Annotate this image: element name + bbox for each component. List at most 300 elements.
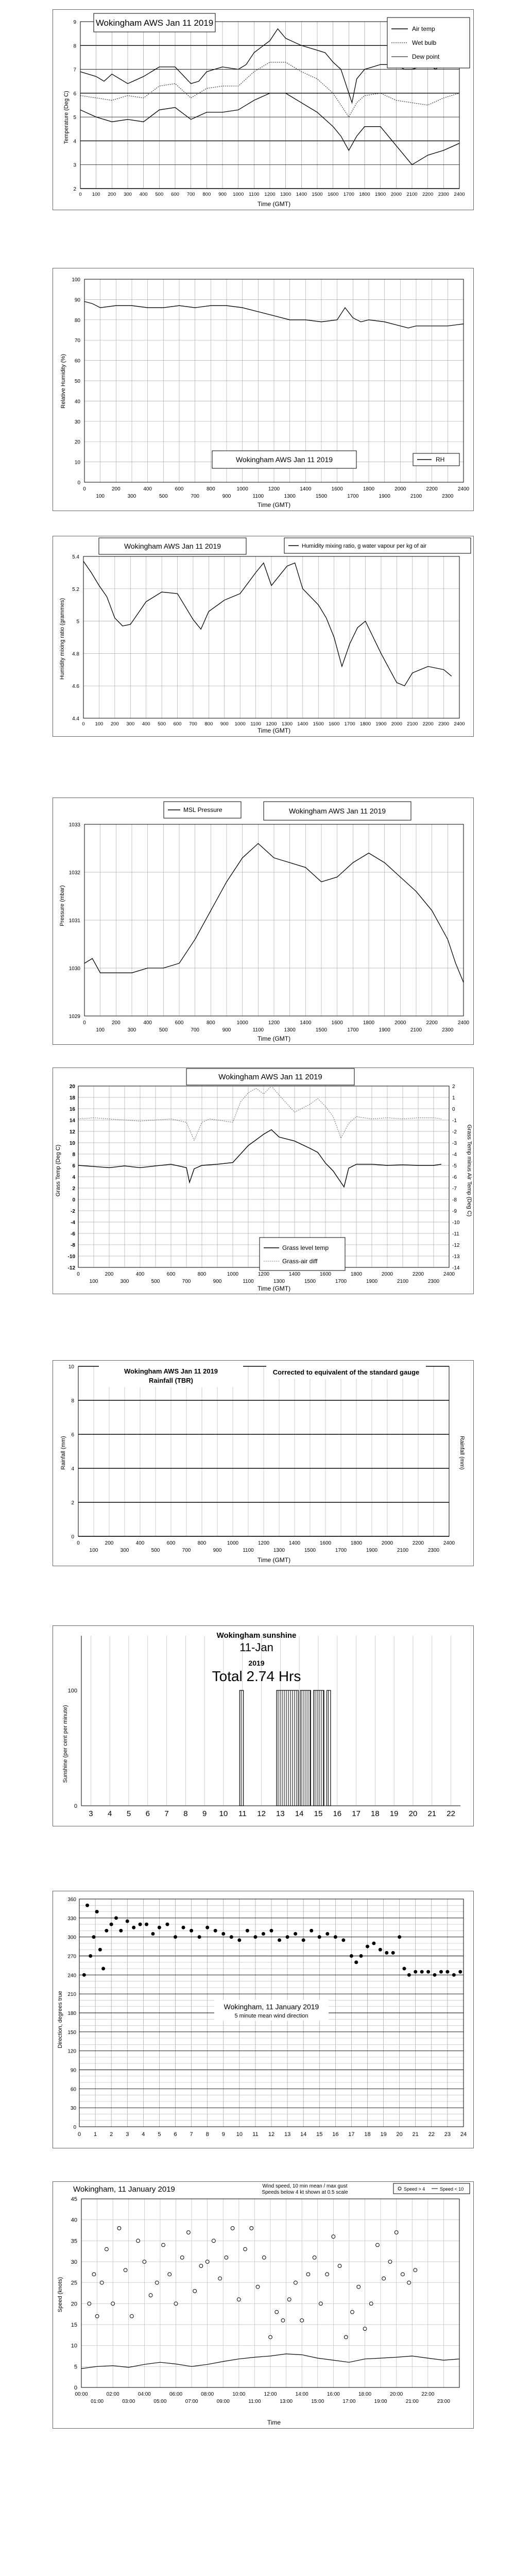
y-tick-label: -4 (71, 1220, 75, 1226)
x-tick-label-major: 200 (111, 1020, 121, 1026)
direction-point (174, 1935, 177, 1939)
x-tick-label-major: 2000 (381, 1272, 393, 1277)
x-tick-label-major: 1600 (331, 486, 343, 492)
x-tick-label: 700 (188, 721, 197, 727)
humidity-chart (53, 268, 474, 511)
direction-point (126, 1919, 129, 1923)
chart-title: Wokingham AWS Jan 11 2019 (124, 542, 221, 550)
x-tick-label: 500 (158, 721, 166, 727)
gust-point (244, 2247, 247, 2251)
x-tick-label: 500 (155, 192, 164, 197)
y-tick-label: 60 (74, 358, 80, 364)
x-tick-label: 1300 (281, 721, 293, 727)
gust-point (218, 2277, 222, 2280)
gust-point (124, 2268, 127, 2272)
x-tick-label: 2300 (438, 192, 449, 197)
x-tick-label-minor: 100 (96, 494, 105, 499)
y-tick-label: 30 (71, 2259, 77, 2265)
y-tick-label: 10 (71, 2343, 77, 2349)
y-tick-label: 5 (74, 2364, 77, 2370)
x-tick-label-minor: 700 (191, 494, 200, 499)
direction-point (302, 1938, 305, 1942)
legend-box (260, 1238, 345, 1270)
x-tick-label-minor: 11:00 (248, 2399, 261, 2404)
y-tick-label: 16 (69, 1107, 75, 1112)
gust-point (300, 2318, 304, 2322)
x-tick-label: 1900 (375, 192, 386, 197)
y-tick-label: 90 (74, 297, 80, 303)
gust-point (344, 2335, 348, 2339)
gust-point (187, 2231, 191, 2234)
x-tick-label: 17 (352, 1809, 360, 1818)
gust-point (306, 2273, 310, 2276)
x-tick-label-minor: 1500 (315, 494, 328, 499)
direction-point (205, 1926, 209, 1929)
x-tick-label-minor: 1300 (284, 494, 296, 499)
y-tick-label: -6 (71, 1231, 75, 1237)
y-tick-label: 4.4 (72, 716, 79, 722)
x-tick-label: 700 (186, 192, 195, 197)
x-tick-label-minor: 13:00 (280, 2399, 293, 2404)
x-tick-label-minor: 500 (159, 1027, 168, 1033)
x-tick-label: 19 (380, 2131, 387, 2138)
y-tick-label: 15 (71, 2322, 77, 2328)
gust-point (174, 2302, 178, 2306)
y-tick-label: 1031 (68, 918, 80, 924)
gust-point (363, 2327, 367, 2331)
y-tick-label: 5 (76, 619, 79, 625)
y-axis-label-right: Grass Temp minus Air Temp (Deg C) (466, 1124, 472, 1217)
y-tick-label-right: 0 (452, 1107, 455, 1112)
chart-title: Wokingham AWS Jan 11 2019 (288, 807, 386, 815)
y-tick-label: 120 (67, 2048, 76, 2055)
gust-point (95, 2314, 99, 2318)
gust-point (313, 2256, 316, 2259)
x-tick-label: 300 (126, 721, 135, 727)
x-tick-label: 15 (316, 2131, 323, 2138)
y-tick-label-right: -13 (452, 1254, 460, 1260)
y-tick-label: 8 (73, 43, 76, 49)
x-tick-label-major: 400 (135, 1540, 145, 1546)
direction-point (398, 1935, 401, 1939)
gust-point (376, 2243, 380, 2247)
gust-point (130, 2314, 133, 2318)
direction-point (391, 1951, 395, 1955)
x-tick-label: 12 (268, 2131, 275, 2138)
gust-point (407, 2281, 411, 2284)
x-tick-label-minor: 17:00 (342, 2399, 356, 2404)
x-tick-label: 8 (183, 1809, 188, 1818)
x-tick-label-major: 2400 (457, 1020, 470, 1026)
gust-point (117, 2227, 121, 2230)
gust-point (256, 2285, 260, 2289)
x-tick-label-major: 2400 (443, 1540, 455, 1546)
x-tick-label: 400 (142, 721, 150, 727)
y-tick-label: 1032 (68, 870, 80, 876)
direction-point (325, 1932, 329, 1936)
x-tick-label-major: 18:00 (358, 2392, 372, 2397)
x-tick-label: 4 (108, 1809, 112, 1818)
x-tick-label-major: 400 (143, 1020, 152, 1026)
direction-point (262, 1932, 265, 1936)
direction-point (414, 1970, 417, 1974)
direction-point (237, 1938, 241, 1942)
direction-point (253, 1935, 257, 1939)
pressure-chart (53, 798, 474, 1045)
y-tick-label: 4 (71, 1466, 74, 1472)
x-tick-label: 1 (94, 2131, 97, 2138)
y-tick-label: 1033 (68, 822, 80, 828)
x-tick-label: 21 (412, 2131, 419, 2138)
gust-point (149, 2294, 152, 2297)
x-tick-label-major: 600 (166, 1272, 176, 1277)
direction-point (433, 1973, 437, 1977)
y-tick-label: 2 (73, 187, 76, 192)
x-tick-label-major: 2200 (426, 1020, 438, 1026)
x-tick-label: 1600 (328, 192, 339, 197)
x-tick-label: 6 (145, 1809, 150, 1818)
y-tick-label: -2 (71, 1209, 75, 1214)
direction-point (366, 1945, 369, 1948)
y-tick-label-right: -8 (452, 1197, 457, 1203)
x-tick-label-minor: 1300 (273, 1548, 285, 1553)
direction-point (439, 1970, 443, 1974)
x-tick-label-minor: 700 (191, 1027, 200, 1033)
x-tick-label: 1300 (280, 192, 291, 197)
x-tick-label-minor: 1700 (347, 1027, 359, 1033)
x-tick-label-minor: 700 (182, 1548, 191, 1553)
direction-point (407, 1973, 411, 1977)
y-tick-label: -12 (67, 1265, 75, 1271)
y-tick-label: 0 (77, 480, 80, 486)
gust-point (338, 2264, 341, 2268)
chart-title: Wokingham AWS Jan 11 2019 (218, 1073, 322, 1081)
direction-point (98, 1948, 102, 1952)
x-tick-label-minor: 19:00 (374, 2399, 387, 2404)
y-axis-label: Rainfall (mm) (60, 1436, 66, 1470)
x-axis-label: Time (GMT) (257, 501, 291, 509)
x-tick-label-minor: 1900 (366, 1548, 378, 1553)
x-tick-label-major: 0 (77, 1272, 80, 1277)
gust-point (193, 2290, 197, 2293)
chart-title: Wokingham AWS Jan 11 2019 (95, 18, 214, 28)
direction-point (334, 1935, 337, 1939)
x-tick-label-minor: 300 (127, 494, 136, 499)
y-tick-label: 6 (73, 91, 76, 97)
direction-point (182, 1926, 185, 1929)
x-tick-label-major: 800 (197, 1272, 207, 1277)
y-tick-label: 240 (67, 1973, 76, 1979)
x-tick-label: 5 (158, 2131, 161, 2138)
direction-point (445, 1970, 449, 1974)
y-tick-label: 25 (71, 2280, 77, 2286)
direction-point (294, 1932, 297, 1936)
x-tick-label-major: 12:00 (264, 2392, 277, 2397)
x-tick-label: 900 (220, 721, 229, 727)
x-tick-label: 23 (444, 2131, 451, 2138)
x-tick-label-major: 200 (105, 1540, 114, 1546)
gust-point (275, 2310, 279, 2314)
chart-title: Wokingham AWS Jan 11 2019 (235, 455, 333, 464)
direction-point (379, 1948, 382, 1952)
x-tick-label-major: 0 (77, 1540, 80, 1546)
x-tick-label: 7 (190, 2131, 193, 2138)
x-tick-label-major: 10:00 (232, 2392, 246, 2397)
x-tick-label: 300 (124, 192, 132, 197)
y-tick-label: 8 (71, 1398, 74, 1404)
x-tick-label: 600 (171, 192, 179, 197)
direction-point (458, 1970, 462, 1974)
direction-point (95, 1910, 99, 1913)
x-tick-label: 19 (389, 1809, 399, 1818)
chart-frame (53, 536, 474, 737)
y-tick-label: 9 (73, 20, 76, 25)
x-tick-label-major: 800 (206, 486, 215, 492)
x-tick-label: 800 (202, 192, 211, 197)
gust-point (100, 2281, 104, 2284)
x-tick-label: 1400 (296, 192, 307, 197)
y-tick-label: 0 (73, 2125, 76, 2130)
x-tick-label: 7 (164, 1809, 169, 1818)
x-tick-label-minor: 1100 (243, 1279, 254, 1284)
x-tick-label: 0 (79, 192, 82, 197)
x-tick-label-major: 600 (175, 1020, 184, 1026)
x-tick-label-major: 2000 (381, 1540, 393, 1546)
y-tick-label: 12 (69, 1129, 75, 1135)
x-tick-label-minor: 1900 (379, 1027, 390, 1033)
x-tick-label-minor: 1100 (252, 1027, 264, 1033)
x-tick-label-minor: 100 (96, 1027, 105, 1033)
x-axis-label: Time (GMT) (257, 1556, 291, 1564)
x-tick-label-major: 02:00 (106, 2392, 119, 2397)
x-tick-label: 4 (142, 2131, 145, 2138)
x-axis-label: Time (GMT) (257, 727, 291, 734)
x-tick-label-minor: 500 (159, 494, 168, 499)
y-tick-label: 10 (68, 1364, 74, 1370)
x-tick-label: 12 (257, 1809, 266, 1818)
x-tick-label-major: 400 (143, 486, 152, 492)
y-tick-label: 3 (73, 162, 76, 168)
x-tick-label: 10 (219, 1809, 228, 1818)
y-tick-label-right: -11 (452, 1231, 459, 1237)
y-tick-label: 1029 (68, 1014, 80, 1020)
x-tick-label: 20 (396, 2131, 403, 2138)
gust-point (180, 2256, 184, 2259)
direction-point (286, 1935, 289, 1939)
gust-point (281, 2318, 285, 2322)
x-tick-label: 2200 (422, 192, 434, 197)
x-tick-label: 8 (205, 2131, 209, 2138)
y-tick-label: 20 (74, 439, 80, 446)
chart-title: Wokingham, 11 January 2019 (73, 2185, 175, 2194)
gust-point (414, 2268, 417, 2272)
y-tick-label: 100 (67, 1688, 77, 1694)
y-tick-label-right: -12 (452, 1243, 460, 1248)
legend-swatch-speed-gt-4 (398, 2187, 401, 2190)
direction-point (318, 1935, 321, 1939)
x-tick-label: 13 (276, 1809, 285, 1818)
y-tick-label: 30 (70, 2106, 76, 2112)
x-tick-label-major: 1800 (350, 1272, 363, 1277)
chart-subtitle: 11-Jan (239, 1641, 273, 1654)
x-tick-label-minor: 2100 (410, 1027, 422, 1033)
y-axis-label: Pressure (mbar) (59, 885, 65, 926)
x-tick-label-major: 1800 (363, 486, 375, 492)
x-tick-label: 1200 (264, 192, 276, 197)
y-tick-label: 40 (71, 2217, 77, 2224)
x-tick-label-minor: 300 (127, 1027, 136, 1033)
sunshine-total: Total 2.74 Hrs (212, 1668, 301, 1684)
direction-point (246, 1929, 249, 1933)
legend (387, 18, 470, 68)
direction-point (145, 1923, 148, 1926)
direction-point (270, 1929, 273, 1933)
x-tick-label-major: 600 (166, 1540, 176, 1546)
y-tick-label-right: -7 (452, 1186, 457, 1192)
x-tick-label-minor: 300 (120, 1548, 129, 1553)
x-tick-label: 15 (314, 1809, 323, 1818)
x-tick-label-minor: 1300 (284, 1027, 296, 1033)
gust-point (92, 2273, 96, 2276)
x-tick-label-major: 04:00 (138, 2392, 151, 2397)
x-tick-label: 22 (447, 1809, 455, 1818)
direction-point (198, 1935, 201, 1939)
gust-point (231, 2227, 234, 2230)
x-tick-label-major: 1600 (319, 1540, 332, 1546)
chart-note-2: Speeds below 4 kt shown at 0.5 scale (262, 2190, 348, 2195)
x-tick-label-major: 800 (206, 1020, 215, 1026)
y-tick-label: 6 (72, 1163, 75, 1169)
y-tick-label: 0 (74, 2385, 77, 2391)
legend-label-grass-air-diff: Grass-air diff (282, 1258, 318, 1265)
x-tick-label-major: 1400 (300, 486, 312, 492)
gust-point (155, 2281, 159, 2284)
y-tick-label: 5.4 (72, 554, 79, 560)
x-tick-label: 0 (82, 721, 85, 727)
x-tick-label-minor: 07:00 (185, 2399, 198, 2404)
x-tick-label-minor: 100 (89, 1548, 98, 1553)
gust-point (237, 2298, 241, 2301)
gust-point (136, 2239, 140, 2243)
x-tick-label-major: 16:00 (327, 2392, 340, 2397)
x-tick-label: 22 (428, 2131, 435, 2138)
y-tick-label-right: -1 (452, 1118, 457, 1124)
y-tick-label-right: -2 (452, 1129, 457, 1135)
chart-frame (53, 1361, 474, 1566)
sunshine-chart (53, 1625, 474, 1826)
y-tick-label: 4.6 (72, 684, 79, 690)
x-tick-label: 21 (427, 1809, 437, 1818)
direction-point (214, 1929, 217, 1933)
gust-point (325, 2273, 329, 2276)
x-tick-label-major: 2000 (394, 1020, 406, 1026)
x-tick-label: 400 (139, 192, 148, 197)
x-tick-label-minor: 2300 (427, 1279, 440, 1284)
x-tick-label: 1200 (266, 721, 277, 727)
x-tick-label: 2200 (422, 721, 434, 727)
x-tick-label: 14 (300, 2131, 307, 2138)
direction-point (385, 1951, 388, 1955)
x-tick-label-minor: 900 (213, 1548, 222, 1553)
x-tick-label-major: 2200 (412, 1540, 424, 1546)
x-tick-label-minor: 1900 (366, 1279, 378, 1284)
chart-subtitle: 5 minute mean wind direction (234, 2013, 308, 2019)
x-tick-label: 3 (126, 2131, 129, 2138)
y-tick-label: 330 (67, 1916, 76, 1922)
x-tick-label-major: 2400 (443, 1272, 455, 1277)
y-tick-label: 210 (67, 1992, 76, 1998)
legend-label-speed-lt-10: Speed < 10 (440, 2187, 464, 2192)
x-tick-label: 2400 (454, 721, 465, 727)
y-tick-label: 0 (72, 1197, 75, 1203)
x-tick-label: 2300 (438, 721, 450, 727)
x-tick-label-minor: 100 (89, 1279, 98, 1284)
direction-point (452, 1973, 456, 1977)
chart-year: 2019 (248, 1659, 265, 1667)
gust-point (388, 2260, 392, 2264)
x-tick-label-major: 22:00 (421, 2392, 435, 2397)
x-tick-label: 18 (364, 2131, 371, 2138)
gust-point (269, 2335, 272, 2339)
x-tick-label-major: 1000 (236, 486, 248, 492)
y-tick-label: 90 (70, 2067, 76, 2074)
x-tick-label: 600 (173, 721, 182, 727)
x-tick-label-minor: 03:00 (122, 2399, 135, 2404)
x-tick-label: 200 (110, 721, 119, 727)
x-tick-label-major: 1200 (268, 486, 280, 492)
x-tick-label-minor: 500 (151, 1279, 160, 1284)
x-tick-label-major: 00:00 (75, 2392, 88, 2397)
x-tick-label: 2400 (454, 192, 465, 197)
x-tick-label-major: 1200 (268, 1020, 280, 1026)
x-tick-label-major: 1400 (288, 1272, 301, 1277)
y-tick-label-right: -9 (452, 1209, 457, 1214)
y-tick-label: 4.8 (72, 651, 79, 657)
chart-subtitle: Rainfall (TBR) (149, 1377, 193, 1384)
x-tick-label-major: 06:00 (169, 2392, 183, 2397)
y-axis-label: Temperature (Deg C) (63, 91, 70, 144)
direction-point (420, 1970, 424, 1974)
x-tick-label-minor: 05:00 (153, 2399, 167, 2404)
y-tick-label: 2 (71, 1500, 74, 1506)
x-axis-label: Time (GMT) (257, 1035, 291, 1042)
gust-point (111, 2302, 115, 2306)
x-tick-label-major: 2000 (394, 486, 406, 492)
direction-point (372, 1941, 375, 1945)
x-tick-label-minor: 2100 (397, 1279, 409, 1284)
direction-point (350, 1954, 353, 1958)
x-tick-label-major: 1000 (227, 1272, 239, 1277)
y-tick-label: 18 (69, 1095, 75, 1101)
y-tick-label: -10 (67, 1254, 75, 1260)
y-tick-label: 20 (71, 2301, 77, 2308)
gust-point (262, 2256, 266, 2259)
x-tick-label-major: 1200 (258, 1272, 270, 1277)
gust-point (212, 2239, 216, 2243)
y-tick-label: 100 (72, 277, 80, 283)
y-tick-label: 6 (71, 1432, 74, 1438)
y-tick-label: 150 (67, 2029, 76, 2036)
y-tick-label: 1030 (68, 966, 80, 972)
x-tick-label: 100 (92, 192, 100, 197)
direction-point (132, 1926, 135, 1929)
x-tick-label-minor: 2300 (427, 1548, 440, 1553)
x-tick-label-minor: 900 (213, 1279, 222, 1284)
x-tick-label: 200 (108, 192, 116, 197)
direction-point (426, 1970, 430, 1974)
gust-point (250, 2227, 253, 2230)
gust-point (394, 2231, 398, 2234)
